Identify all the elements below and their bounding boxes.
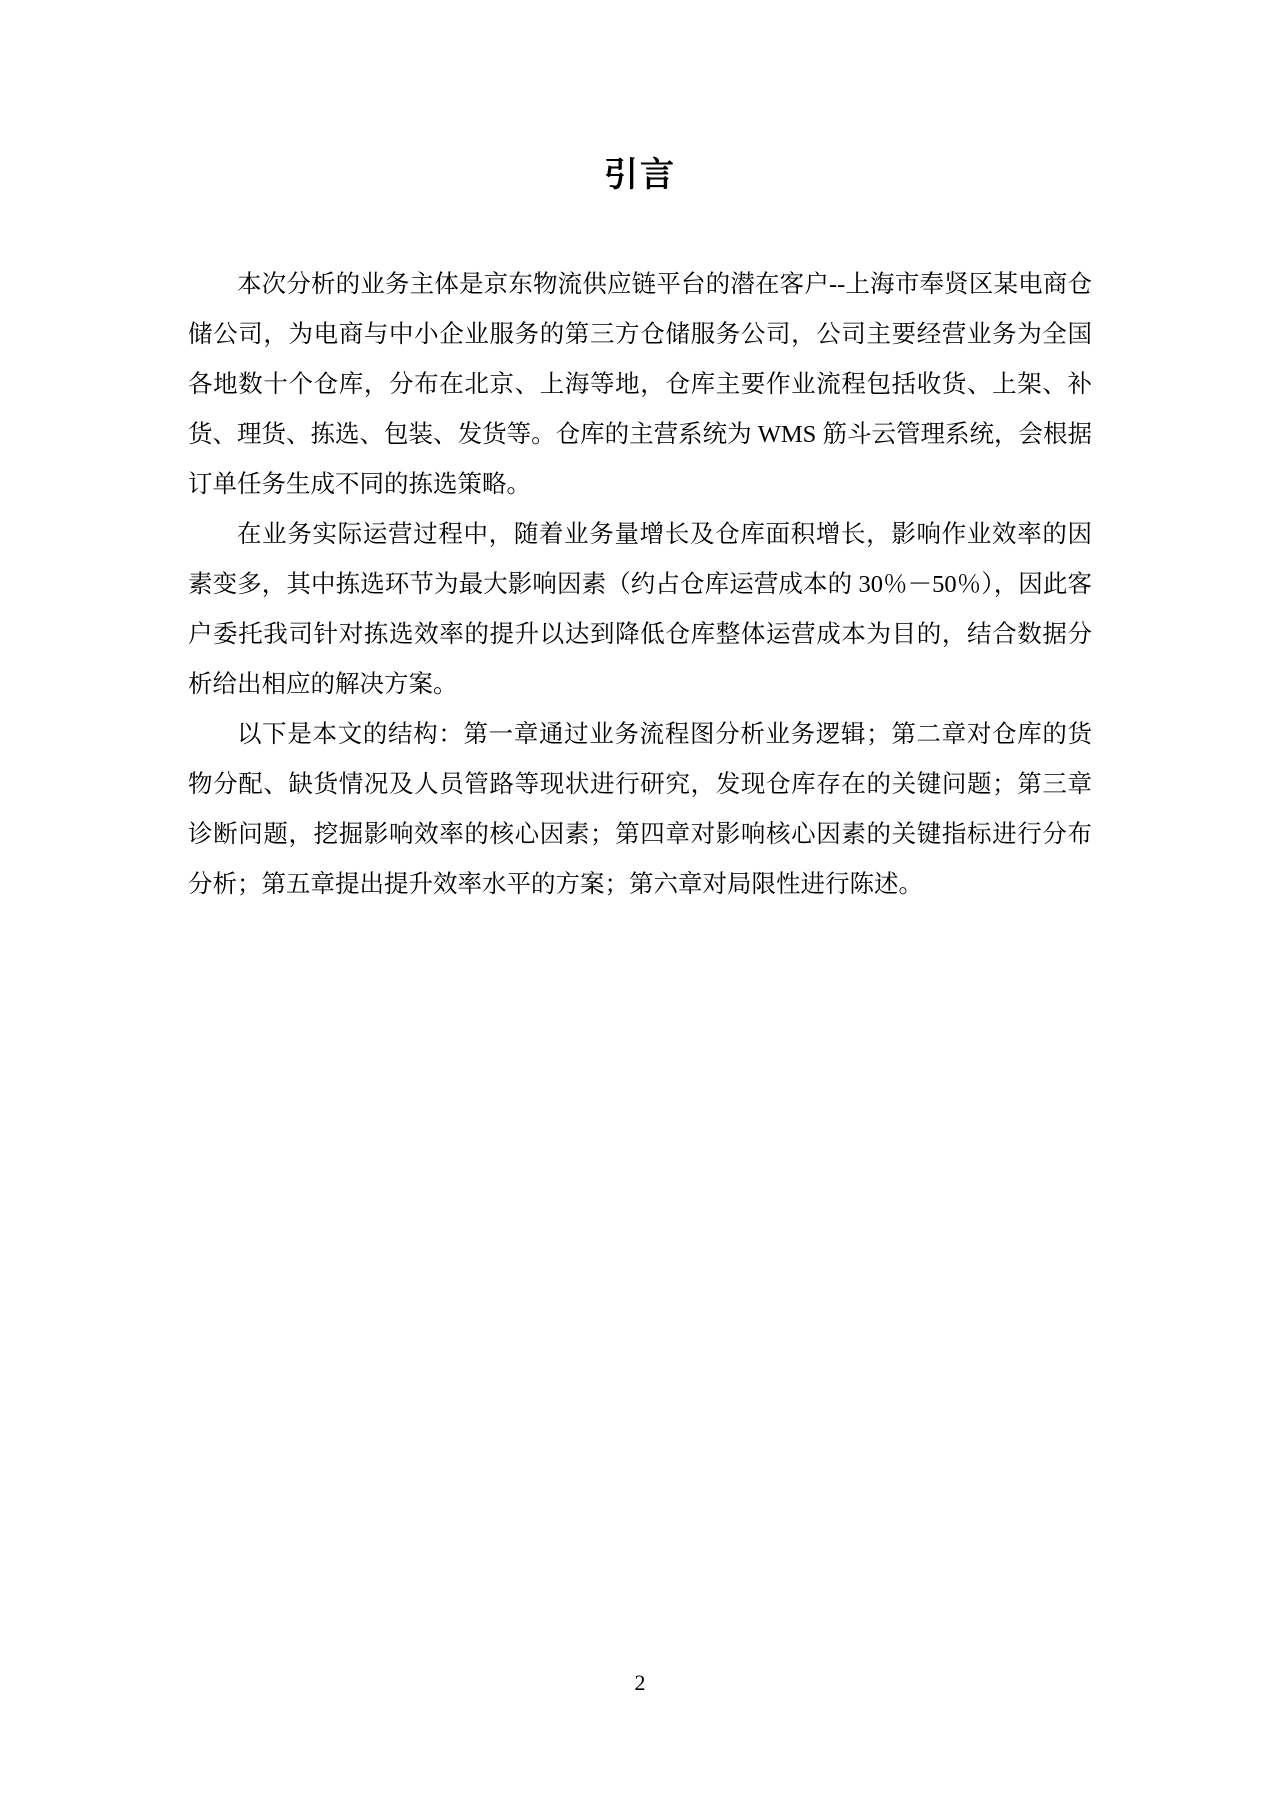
paragraph-intro-business: 本次分析的业务主体是京东物流供应链平台的潜在客户--上海市奉贤区某电商仓储公司，为电商与中小企业服务的第三方仓储服务公司，公司主要经营业务为全国各地数十个仓库，分布在北京、上海等地，仓库主要作业流程包括收货、上架、补货、理货、拣选、包装、发货等。仓库的主营系统为 WMS 筋斗云管理系统，会根据订单任务生成不同的拣选策略。 [188,271,1092,498]
page-title: 引言 [604,156,676,194]
paragraph-operations-problem: 在业务实际运营过程中，随着业务量增长及仓库面积增长，影响作业效率的因素变多，其中拣选环节为最大影响因素（约占仓库运营成本的 30％－50％），因此客户委托我司针对拣选效率的提升以达到降低仓库整体运营成本为目的，结合数据分析给出相应的解决方案。 [188,521,1092,698]
page-number: 2 [634,1670,646,1695]
paragraph-document-structure: 以下是本文的结构：第一章通过业务流程图分析业务逻辑；第二章对仓库的货物分配、缺货情况及人员管路等现状进行研究，发现仓库存在的关键问题；第三章诊断问题，挖掘影响效率的核心因素；第四章对影响核心因素的关键指标进行分布分析；第五章提出提升效率水平的方案；第六章对局限性进行陈述。 [188,721,1092,898]
document-body [188,260,1092,910]
